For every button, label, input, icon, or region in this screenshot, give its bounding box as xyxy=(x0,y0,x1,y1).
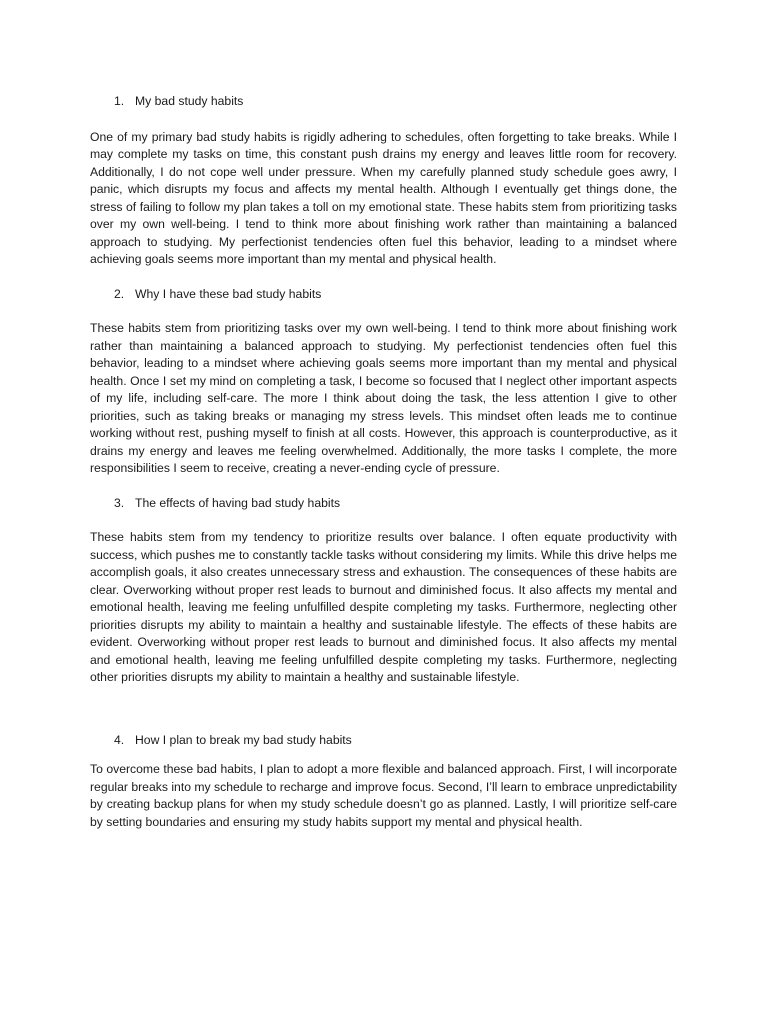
section-number-3: 3. xyxy=(114,495,125,510)
section-heading-4 xyxy=(90,732,677,750)
section-number-4: 4. xyxy=(114,732,125,747)
section-title-1: My bad study habits xyxy=(135,94,244,108)
section-paragraph-4: To overcome these bad habits, I plan to adopt a more flexible and balanced approach. First, I will incorporate regular breaks into my schedule to recharge and improve focus. Second, I’ll learn to embrace unpredictability by creating backup plans for when my study schedule doesn’t go as planned. Lastly, I will prioritize self-care by setting boundaries and ensuring my study habits support my mental and physical health. xyxy=(90,762,677,829)
section-heading-2 xyxy=(90,286,677,304)
section-number-1: 1. xyxy=(114,94,125,108)
section-paragraph-1: One of my primary bad study habits is rigidly adhering to schedules, often forgetting to take breaks. While I may complete my tasks on time, this constant push drains my energy and leaves little room for recovery. Additionally, I do not cope well under pressure. When my carefully planned study schedule goes awry, I panic, which disrupts my focus and affects my mental health. Although I eventually get things done, the stress of failing to follow my plan takes a toll on my emotional state. These habits stem from prioritizing tasks over my own well-being. I tend to think more about finishing work rather than maintaining a balanced approach to studying. My perfectionist tendencies often fuel this behavior, leading to a mindset where achieving goals seems more important than my mental and physical health. xyxy=(90,129,677,266)
section-paragraph-2: These habits stem from prioritizing tasks over my own well-being. I tend to think more about finishing work rather than maintaining a balanced approach to studying. My perfectionist tendencies often fuel this behavior, leading to a mindset where achieving goals seems more important than my mental and physical health. Once I set my mind on completing a task, I become so focused that I neglect other important aspects of my life, including self-care. The more I think about doing the task, the less attention I give to other priorities, such as taking breaks or managing my stress levels. This mindset often leads me to continue working without rest, pushing myself to finish at all costs. However, this approach is counterproductive, as it drains my energy and leaves me feeling overwhelmed. Additionally, the more tasks I complete, the more responsibilities I seem to receive, creating a never-ending cycle of pressure. xyxy=(90,321,677,475)
section-paragraph-3: These habits stem from my tendency to prioritize results over balance. I often equate productivity with success, which pushes me to constantly tackle tasks without considering my limits. While this drive helps me accomplish goals, it also creates unnecessary stress and exhaustion. The consequences of these habits are clear. Overworking without proper rest leads to burnout and diminished focus. It also affects my mental and emotional health, leaving me feeling unfulfilled despite completing my tasks. Furthermore, neglecting other priorities disrupts my ability to maintain a healthy and sustainable lifestyle. The effects of these habits are evident. Overworking without proper rest leads to burnout and diminished focus. It also affects my mental and emotional health, leaving me feeling unfulfilled despite completing my tasks. Furthermore, neglecting other priorities disrupts my ability to maintain a healthy and sustainable lifestyle. xyxy=(90,530,677,684)
document-body xyxy=(90,93,677,831)
section-title-4: How I plan to break my bad study habits xyxy=(135,732,352,747)
section-number-2: 2. xyxy=(114,286,125,301)
section-title-2: Why I have these bad study habits xyxy=(135,286,322,301)
section-heading-1 xyxy=(90,93,677,111)
section-heading-3 xyxy=(90,495,677,513)
section-title-3: The effects of having bad study habits xyxy=(135,495,341,510)
